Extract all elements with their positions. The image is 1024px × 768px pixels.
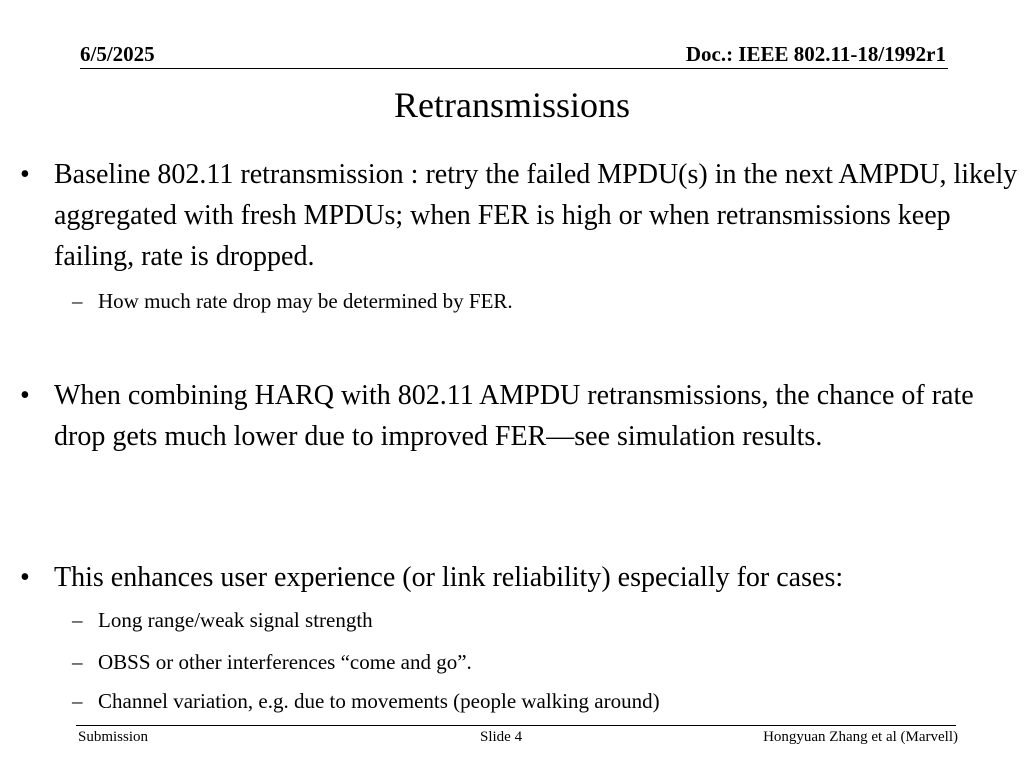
bullet-3-sub-3-text: Channel variation, e.g. due to movements (people walking around) — [98, 689, 660, 713]
sub-bullet-marker: – — [72, 689, 83, 713]
bullet-marker: • — [20, 380, 30, 411]
header-date: 6/5/2025 — [80, 42, 155, 66]
sub-bullet-marker: – — [72, 650, 83, 674]
slide-title: Retransmissions — [393, 85, 630, 125]
bullet-3-sub-1-text: Long range/weak signal strength — [98, 608, 373, 632]
footer-slide-number: Slide 4 — [480, 729, 523, 745]
bullet-3-sub-2-text: OBSS or other interferences “come and go”. — [98, 650, 472, 674]
bullet-3-text: This enhances user experience (or link reliability) especially for cases: — [54, 562, 844, 593]
bullet-1-text: Baseline 802.11 retransmission : retry the failed MPDU(s) in the next AMPDU, likely aggregated with fresh MPDUs; when FER is high or when retransmissions keep failing, rate is dropped. — [54, 159, 1018, 272]
bullet-1-sub-1-text: How much rate drop may be determined by FER. — [98, 289, 513, 313]
sub-bullet-marker: – — [72, 289, 83, 313]
bullet-marker: • — [20, 562, 30, 593]
footer-submission: Submission — [78, 729, 149, 745]
footer-divider — [76, 725, 956, 726]
header-doc-number: Doc.: IEEE 802.11-18/1992r1 — [685, 42, 946, 66]
footer-author: Hongyuan Zhang et al (Marvell) — [763, 729, 958, 745]
bullet-marker: • — [20, 159, 30, 190]
sub-bullet-marker: – — [72, 608, 83, 632]
bullet-2-text: When combining HARQ with 802.11 AMPDU retransmissions, the chance of rate drop gets much lower due to improved FER—see simulation results. — [54, 380, 974, 452]
